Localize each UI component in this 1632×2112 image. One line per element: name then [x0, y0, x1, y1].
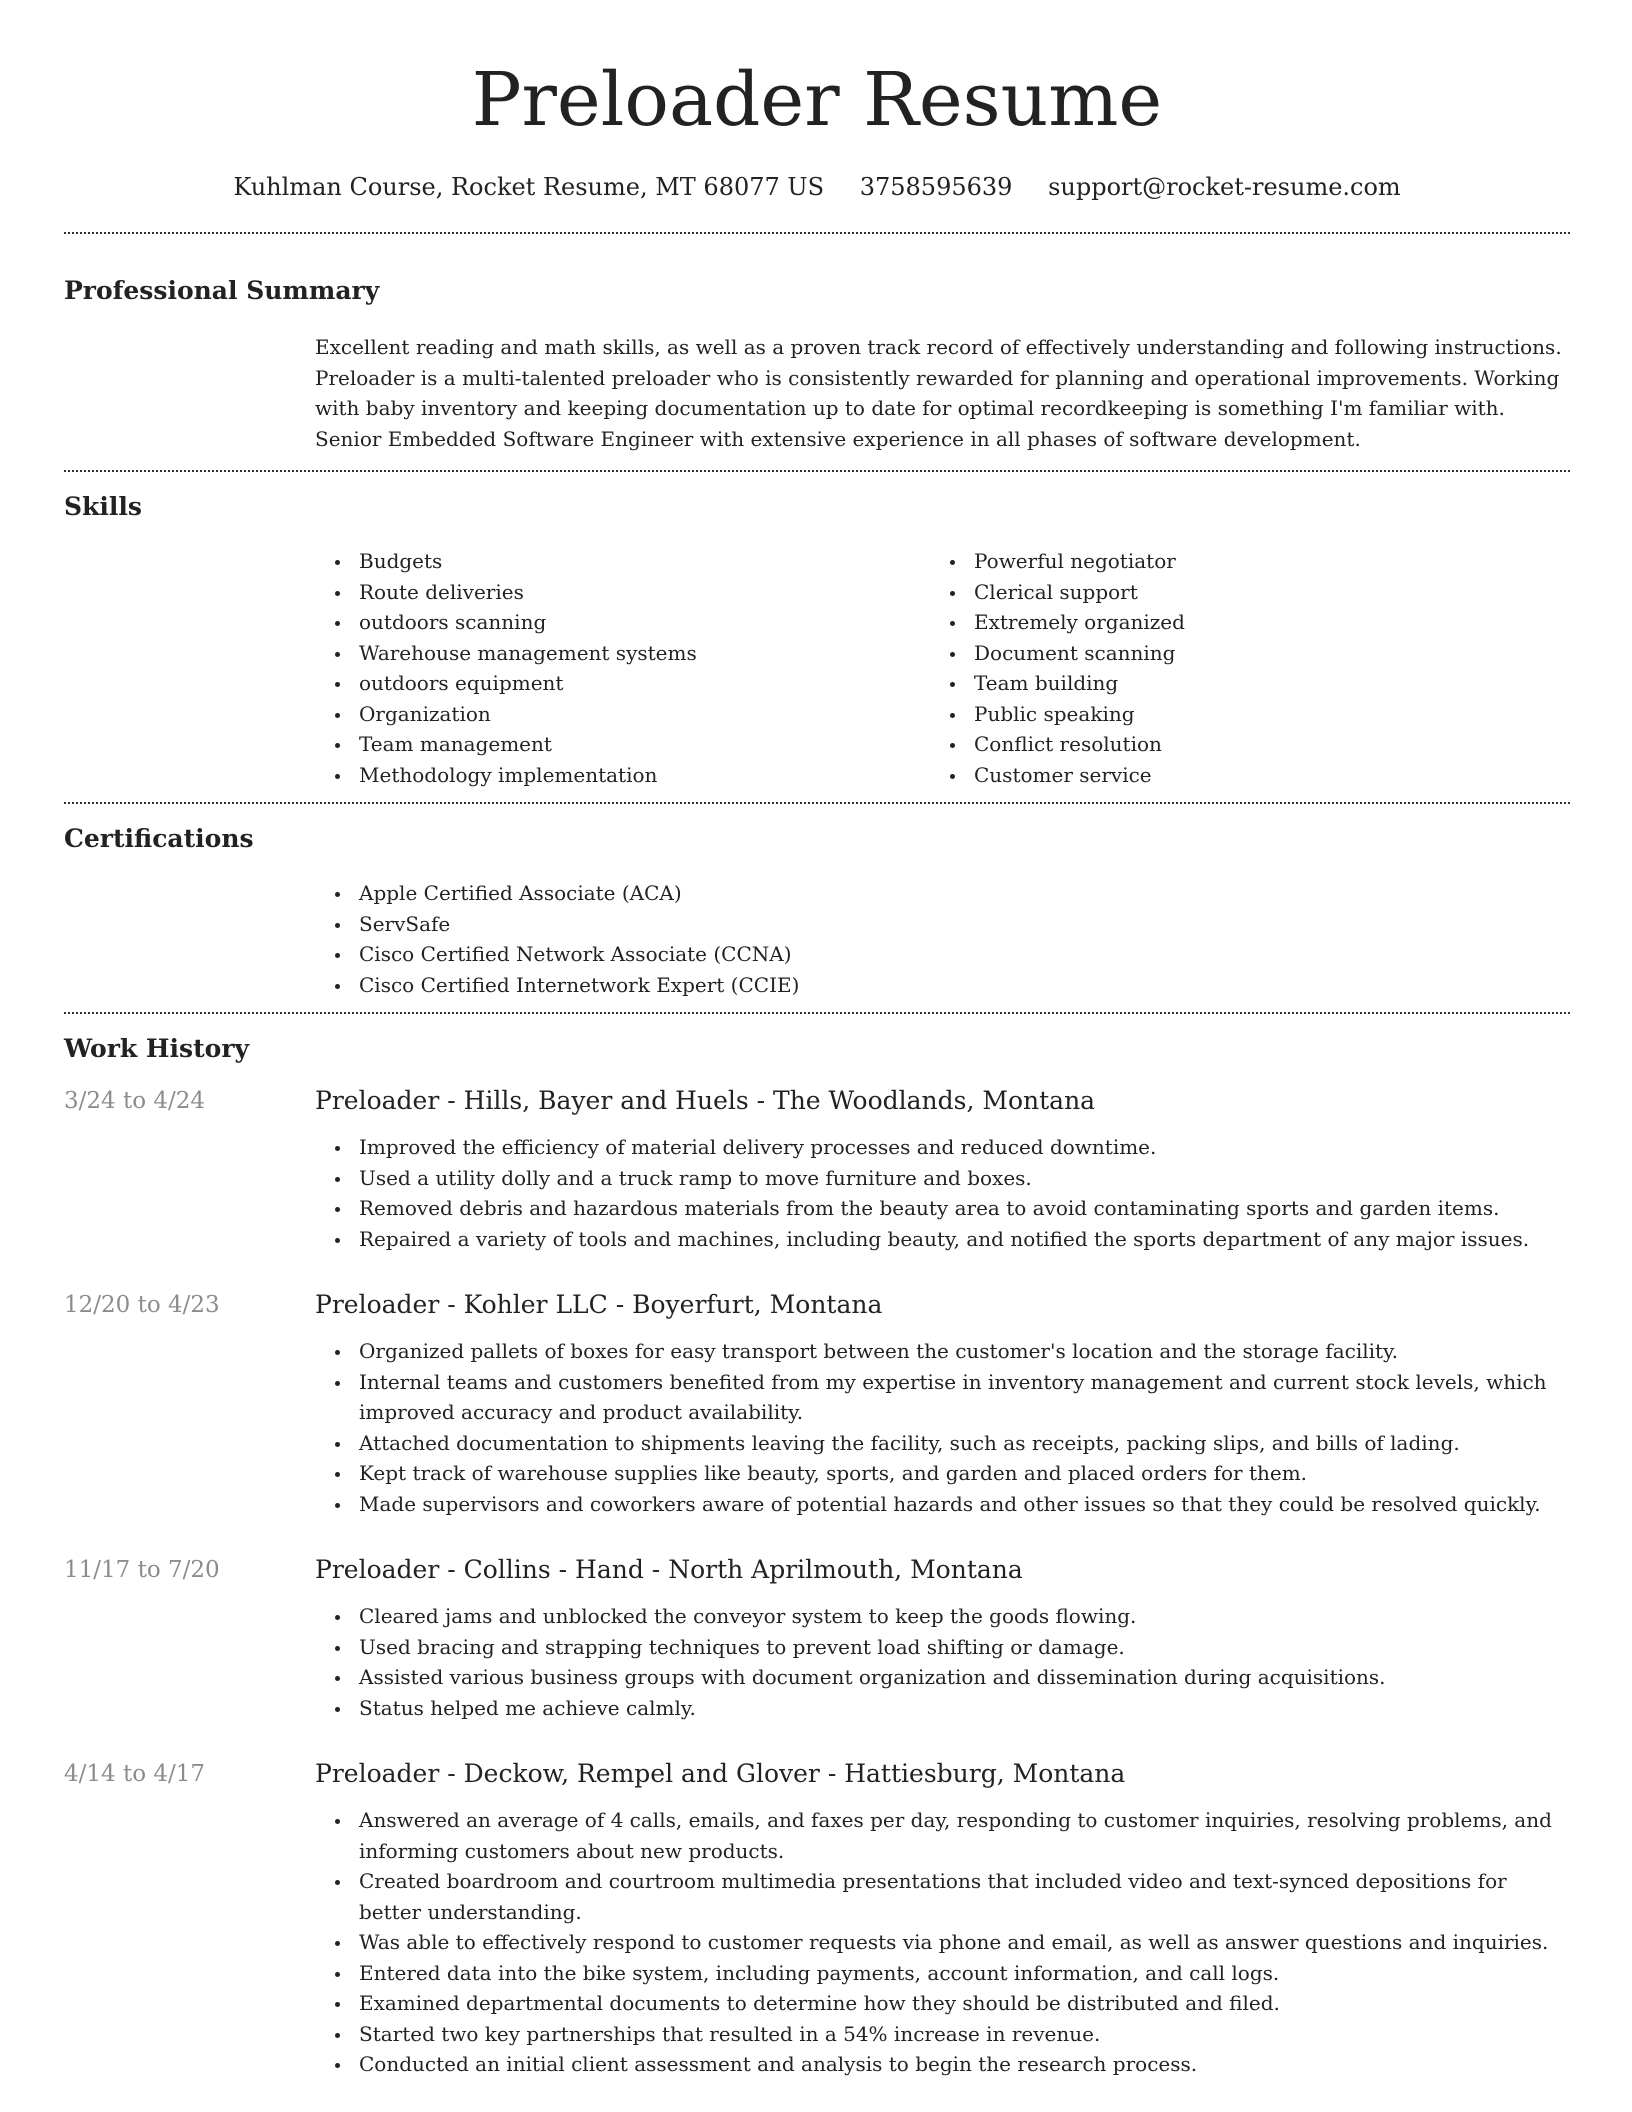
- skill-item: Methodology implementation: [359, 760, 930, 791]
- job-bullet: Conducted an initial client assessment and analysis to begin the research process.: [359, 2049, 1570, 2080]
- job-bullet: Started two key partnerships that resulted in a 54% increase in revenue.: [359, 2019, 1570, 2050]
- job-dates: 3/24 to 4/24: [64, 1088, 206, 1114]
- work-history-section: [64, 1014, 1570, 2102]
- summary-section: [64, 234, 1570, 470]
- job-entry: [64, 1288, 1570, 1541]
- job-entry: [64, 1084, 1570, 1276]
- job-bullet: Used bracing and strapping techniques to prevent load shifting or damage.: [359, 1632, 1570, 1663]
- skill-item: Team building: [974, 668, 1545, 699]
- job-dates: 11/17 to 7/20: [64, 1557, 220, 1583]
- certifications-body: [315, 856, 1570, 1012]
- job-bullet-list: [315, 1601, 1570, 1723]
- job-bullet: Organized pallets of boxes for easy transport between the customer's location and the storage facility.: [359, 1336, 1570, 1367]
- job-title: Preloader - Kohler LLC - Boyerfurt, Montana: [315, 1290, 883, 1319]
- job-bullets: [315, 1791, 1570, 2102]
- certifications-heading: Certifications: [64, 824, 254, 853]
- job-bullet-list: [315, 1132, 1570, 1254]
- certification-item: Cisco Certified Network Associate (CCNA): [359, 939, 1570, 970]
- skill-item: Powerful negotiator: [974, 546, 1545, 577]
- job-title: Preloader - Hills, Bayer and Huels - The Woodlands, Montana: [315, 1086, 1096, 1115]
- certification-item: Apple Certified Associate (ACA): [359, 878, 1570, 909]
- job-bullet: Examined departmental documents to determine how they should be distributed and filed.: [359, 1988, 1570, 2019]
- contact-line: [64, 170, 1570, 204]
- job-bullet: Entered data into the bike system, including payments, account information, and call logs.: [359, 1958, 1570, 1989]
- work-history-heading: Work History: [64, 1034, 250, 1063]
- contact-email: support@rocket-resume.com: [1048, 173, 1401, 201]
- skill-item: Route deliveries: [359, 577, 930, 608]
- skill-item: Customer service: [974, 760, 1545, 791]
- job-bullet: Was able to effectively respond to customer requests via phone and email, as well as answer questions and inquiries.: [359, 1927, 1570, 1958]
- job-bullet: Assisted various business groups with document organization and dissemination during acquisitions.: [359, 1662, 1570, 1693]
- skills-column-right: [930, 546, 1545, 790]
- job-bullet: Attached documentation to shipments leaving the facility, such as receipts, packing slips, and bills of lading.: [359, 1428, 1570, 1459]
- certifications-section: [64, 804, 1570, 1012]
- job-bullet: Answered an average of 4 calls, emails, and faxes per day, responding to customer inquiries, resolving problems, and informing customers about new products.: [359, 1805, 1570, 1866]
- job-bullet: Improved the efficiency of material delivery processes and reduced downtime.: [359, 1132, 1570, 1163]
- skills-list-right: [930, 546, 1545, 790]
- skill-item: Conflict resolution: [974, 729, 1545, 760]
- skill-item: Extremely organized: [974, 607, 1545, 638]
- contact-phone: 3758595639: [859, 173, 1013, 201]
- summary-heading: Professional Summary: [64, 276, 380, 305]
- skills-grid: [315, 524, 1570, 802]
- skill-item: Document scanning: [974, 638, 1545, 669]
- job-entry: [64, 1757, 1570, 2102]
- contact-address: Kuhlman Course, Rocket Resume, MT 68077 US: [233, 173, 825, 201]
- summary-body: [315, 308, 1570, 470]
- summary-text: Excellent reading and math skills, as well as a proven track record of effectively understanding and following instructions. Preloader is a multi-talented preloader who is consistently rewarded for planning and operational improvements. Working with baby inventory and keeping documentation up to date for optimal recordkeeping is something I'm familiar with. Senior Embedded Software Engineer with extensive experience in all phases of software development.: [315, 335, 1562, 451]
- job-dates: 12/20 to 4/23: [64, 1292, 220, 1318]
- skill-item: Warehouse management systems: [359, 638, 930, 669]
- job-bullets: [315, 1322, 1570, 1541]
- certification-item: Cisco Certified Internetwork Expert (CCIE): [359, 970, 1570, 1001]
- job-bullet: Status helped me achieve calmly.: [359, 1693, 1570, 1724]
- job-bullet: Made supervisors and coworkers aware of potential hazards and other issues so that they could be resolved quickly.: [359, 1489, 1570, 1520]
- job-bullet: Repaired a variety of tools and machines, including beauty, and notified the sports department of any major issues.: [359, 1224, 1570, 1255]
- job-bullet: Used a utility dolly and a truck ramp to move furniture and boxes.: [359, 1163, 1570, 1194]
- job-bullets: [315, 1118, 1570, 1276]
- job-title: Preloader - Collins - Hand - North Aprilmouth, Montana: [315, 1555, 1023, 1584]
- skill-item: Organization: [359, 699, 930, 730]
- skills-list-left: [315, 546, 930, 790]
- job-dates: 4/14 to 4/17: [64, 1761, 206, 1787]
- job-bullets: [315, 1587, 1570, 1745]
- job-bullet: Cleared jams and unblocked the conveyor system to keep the goods flowing.: [359, 1601, 1570, 1632]
- job-bullet: Internal teams and customers benefited from my expertise in inventory management and current stock levels, which improved accuracy and product availability.: [359, 1367, 1570, 1428]
- skill-item: Public speaking: [974, 699, 1545, 730]
- skill-item: Budgets: [359, 546, 930, 577]
- job-bullet-list: [315, 1805, 1570, 2080]
- skill-item: Clerical support: [974, 577, 1545, 608]
- resume-title: Preloader Resume: [471, 57, 1163, 143]
- job-title: Preloader - Deckow, Rempel and Glover - Hattiesburg, Montana: [315, 1759, 1126, 1788]
- skill-item: outdoors scanning: [359, 607, 930, 638]
- skills-heading: Skills: [64, 492, 142, 521]
- skills-column-left: [315, 546, 930, 790]
- job-entry: [64, 1553, 1570, 1745]
- job-bullet: Created boardroom and courtroom multimedia presentations that included video and text-synced depositions for better understanding.: [359, 1866, 1570, 1927]
- certifications-list: [315, 878, 1570, 1000]
- job-bullet: Removed debris and hazardous materials from the beauty area to avoid contaminating sports and garden items.: [359, 1193, 1570, 1224]
- certification-item: ServSafe: [359, 909, 1570, 940]
- job-bullet-list: [315, 1336, 1570, 1519]
- skills-section: [64, 472, 1570, 802]
- skill-item: Team management: [359, 729, 930, 760]
- resume-page: [64, 0, 1570, 2102]
- job-bullet: Kept track of warehouse supplies like beauty, sports, and garden and placed orders for them.: [359, 1458, 1570, 1489]
- skill-item: outdoors equipment: [359, 668, 930, 699]
